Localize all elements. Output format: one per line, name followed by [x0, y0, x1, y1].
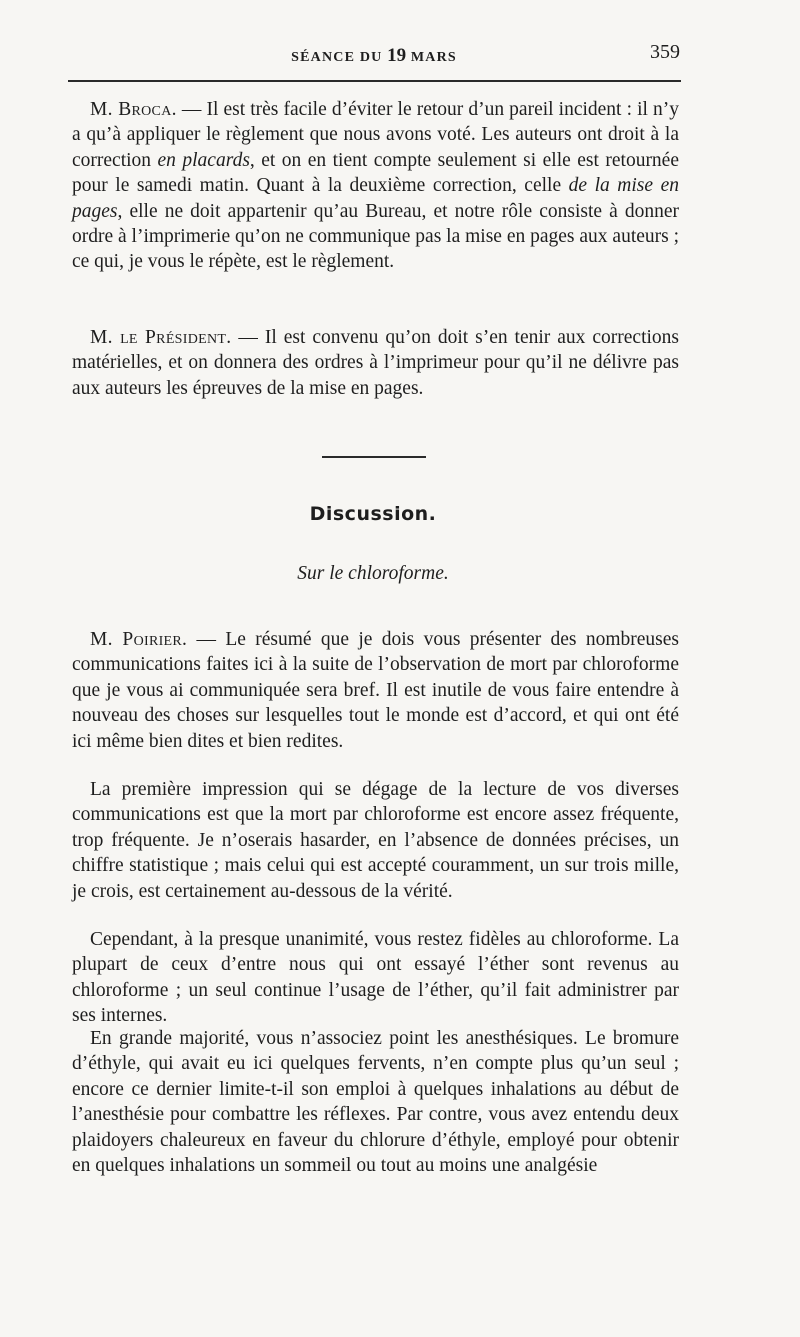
running-head — [68, 45, 680, 67]
paragraph-president — [72, 325, 679, 401]
broca-text-1: — Il est très facile d’éviter le retour d’un pareil incident : il n’y a qu’à appliquer le règlement que nous avons voté. Les auteurs ont droit à la correction — [72, 99, 679, 171]
running-head-pre: SÉANCE DU — [291, 50, 388, 65]
speaker-president: M. le Président. — [90, 327, 232, 348]
page-header — [68, 41, 680, 69]
paragraph-5: Cependant, à la presque unanimité, vous restez fidèles au chloroforme. La plupart de ceux d’entre nous qui ont essayé l’éther sont revenus au chloroforme ; un seul continue l’usage de l’éther, qu’il fait administrer par ses internes. — [72, 929, 679, 1027]
poirier-text: — Le résumé que je dois vous présenter des nombreuses communications faites ici à la suite de l’observation de mort par chloroforme que je vous ai communiquée sera bref. Il est inutile de vous faire entendre à nouveau des choses sur lesquelles tout le monde est d’accord, et qui ont été ici même bien dites et bien redites. — [72, 629, 679, 752]
section-subheading: Sur le chloroforme. — [297, 563, 449, 584]
president-text: — Il est convenu qu’on doit s’en tenir aux corrections matérielles, et on donnera des ordres à l’imprimeur pour qu’il ne délivre pas aux auteurs les épreuves de la mise en pages. — [72, 327, 679, 399]
paragraph-6: En grande majorité, vous n’associez point les anesthésiques. Le bromure d’éthyle, qui avait eu ici quelques fervents, n’en compte plus qu’un seul ; encore ce dernier limite-t-il son emploi à quelques inhalations au début de l’anesthésie pour combattre les réflexes. Par contre, vous avez entendu deux plaidoyers chaleureux en faveur du chlorure d’éthyle, employé pour obtenir en quelques inhalations un sommeil ou tout au moins une analgésie — [72, 1028, 679, 1177]
broca-text-3: , elle ne doit appartenir qu’au Bureau, et notre rôle consiste à donner ordre à l’imprimerie qu’on ne communique pas la mise en pages aux auteurs ; ce qui, je vous le répète, est le règlement. — [72, 200, 680, 273]
paragraph-poirier — [72, 627, 679, 754]
broca-italic-1: en placards — [157, 149, 250, 171]
running-head-post: MARS — [406, 50, 457, 65]
header-rule — [68, 80, 681, 82]
paragraph-4: La première impression qui se dégage de la lecture de vos diverses communications est que la mort par chloroforme est encore assez fréquente, trop fréquente. Je n’oserais hasarder, en l’absence de données précises, un chiffre statistique ; mais celui qui est accepté couramment, un sur trois mille, je crois, est certainement au-dessous de la vérité. — [72, 779, 679, 902]
paragraph-broca — [72, 97, 679, 275]
section-separator — [322, 456, 426, 458]
running-head-date: 19 — [387, 45, 407, 66]
speaker-poirier: M. Poirier. — [90, 629, 188, 650]
speaker-broca: M. Broca. — [90, 99, 177, 120]
page-number: 359 — [650, 41, 680, 63]
broca-text-2: , et on en tient compte seulement si elle est retournée pour le samedi matin. Quant à la deuxième correction, celle — [72, 149, 679, 197]
broca-italic-2: de la mise en pages — [72, 175, 679, 222]
section-heading: Discussion. — [309, 503, 437, 525]
